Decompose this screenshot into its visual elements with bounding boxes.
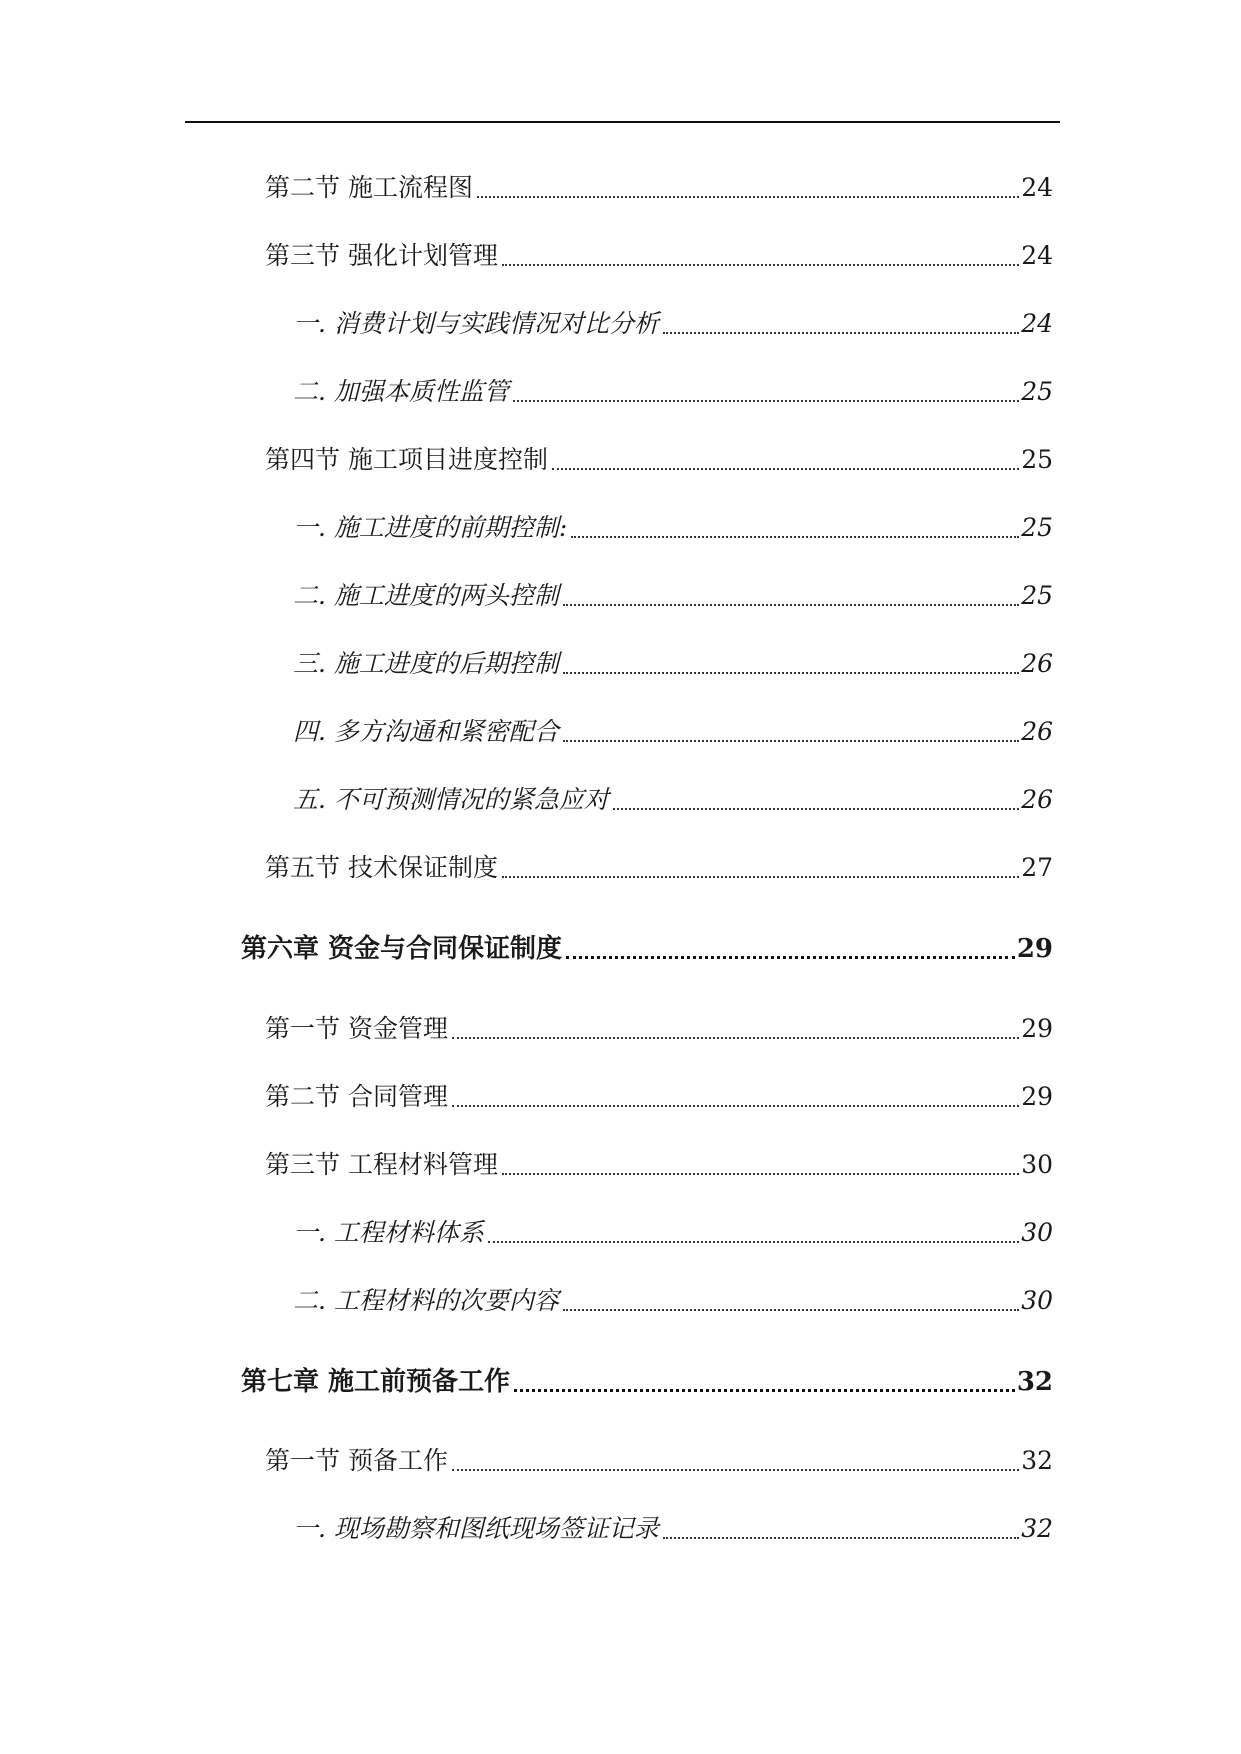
toc-entry-page: 30 <box>1021 1218 1053 1247</box>
dot-leader <box>502 876 1019 878</box>
toc-entry[interactable] <box>293 508 1053 544</box>
toc-entry-page: 30 <box>1021 1150 1053 1179</box>
toc-entry-title: 四. 多方沟通和紧密配合 <box>293 717 559 746</box>
toc-entry-page: 25 <box>1021 513 1053 542</box>
dot-leader <box>488 1241 1019 1243</box>
toc-entry-title: 一. 施工进度的前期控制: <box>293 513 568 542</box>
toc-entry-title: 第一节 预备工作 <box>265 1446 448 1475</box>
toc-entry[interactable] <box>293 644 1053 680</box>
toc-entry-page: 25 <box>1021 377 1053 406</box>
toc-entry-title: 第二节 合同管理 <box>265 1082 448 1111</box>
toc-entry[interactable] <box>265 236 1053 272</box>
toc-entry-page: 27 <box>1021 853 1053 882</box>
toc-entry-title: 一. 现场勘察和图纸现场签证记录 <box>293 1514 659 1543</box>
toc-entry-page: 32 <box>1021 1514 1053 1543</box>
dot-leader <box>571 536 1019 538</box>
toc-entry[interactable] <box>265 168 1053 204</box>
toc-entry-title: 第四节 施工项目进度控制 <box>265 445 548 474</box>
toc-entry-title: 一. 消费计划与实践情况对比分析 <box>293 309 659 338</box>
toc-chapter-entry[interactable] <box>241 1361 1053 1398</box>
toc-entry[interactable] <box>293 372 1053 408</box>
toc-entry-title: 五. 不可预测情况的紧急应对 <box>293 785 609 814</box>
toc-entry-page: 26 <box>1021 717 1053 746</box>
toc-entry[interactable] <box>293 304 1053 340</box>
dot-leader <box>663 1537 1019 1539</box>
dot-leader <box>566 956 1015 959</box>
toc-entry[interactable] <box>265 1009 1053 1045</box>
toc-entry-page: 29 <box>1016 934 1053 964</box>
toc-entry[interactable] <box>293 1281 1053 1317</box>
header-rule <box>185 121 1060 123</box>
toc-entry-page: 26 <box>1021 649 1053 678</box>
toc-chapter-entry[interactable] <box>241 928 1053 965</box>
toc-entry-page: 32 <box>1016 1367 1053 1397</box>
dot-leader <box>452 1469 1019 1471</box>
toc-entry-title: 第五节 技术保证制度 <box>265 853 498 882</box>
dot-leader <box>563 604 1019 606</box>
toc-entry[interactable] <box>265 1441 1053 1477</box>
toc-entry[interactable] <box>293 780 1053 816</box>
toc-entry[interactable] <box>293 712 1053 748</box>
dot-leader <box>502 1173 1019 1175</box>
dot-leader <box>563 1309 1019 1311</box>
dot-leader <box>613 808 1019 810</box>
toc-entry[interactable] <box>265 440 1053 476</box>
toc-entry-title: 二. 施工进度的两头控制 <box>293 581 559 610</box>
dot-leader <box>477 196 1019 198</box>
dot-leader <box>452 1105 1019 1107</box>
toc-entry-page: 24 <box>1021 173 1053 202</box>
toc-entry-page: 26 <box>1021 785 1053 814</box>
toc-entry-title: 一. 工程材料体系 <box>293 1218 484 1247</box>
toc-entry-title: 三. 施工进度的后期控制 <box>293 649 559 678</box>
toc-entry-page: 25 <box>1021 445 1053 474</box>
toc-entry-title: 第一节 资金管理 <box>265 1014 448 1043</box>
toc-entry-page: 29 <box>1021 1082 1053 1111</box>
toc-entry-title: 第七章 施工前预备工作 <box>241 1367 511 1397</box>
toc-entry[interactable] <box>293 576 1053 612</box>
dot-leader <box>563 672 1019 674</box>
toc-entry-page: 29 <box>1021 1014 1053 1043</box>
toc-entry[interactable] <box>293 1213 1053 1249</box>
toc-entry-page: 24 <box>1021 241 1053 270</box>
toc-entry-title: 第二节 施工流程图 <box>265 173 473 202</box>
dot-leader <box>663 332 1019 334</box>
toc-entry-title: 第三节 工程材料管理 <box>265 1150 498 1179</box>
toc-entry[interactable] <box>265 1145 1053 1181</box>
toc-entry-page: 24 <box>1021 309 1053 338</box>
toc-entry-page: 30 <box>1021 1286 1053 1315</box>
dot-leader <box>502 264 1019 266</box>
toc-entry-page: 25 <box>1021 581 1053 610</box>
dot-leader <box>452 1037 1019 1039</box>
dot-leader <box>563 740 1019 742</box>
toc-entry[interactable] <box>265 848 1053 884</box>
toc-entry-title: 二. 加强本质性监管 <box>293 377 509 406</box>
toc-entry-title: 二. 工程材料的次要内容 <box>293 1286 559 1315</box>
dot-leader <box>514 1389 1015 1392</box>
toc-entry-title: 第六章 资金与合同保证制度 <box>241 934 563 964</box>
dot-leader <box>552 468 1019 470</box>
toc-entry-page: 32 <box>1021 1446 1053 1475</box>
toc-entry[interactable] <box>265 1077 1053 1113</box>
toc-entry[interactable] <box>293 1509 1053 1545</box>
dot-leader <box>513 400 1019 402</box>
toc-entry-title: 第三节 强化计划管理 <box>265 241 498 270</box>
